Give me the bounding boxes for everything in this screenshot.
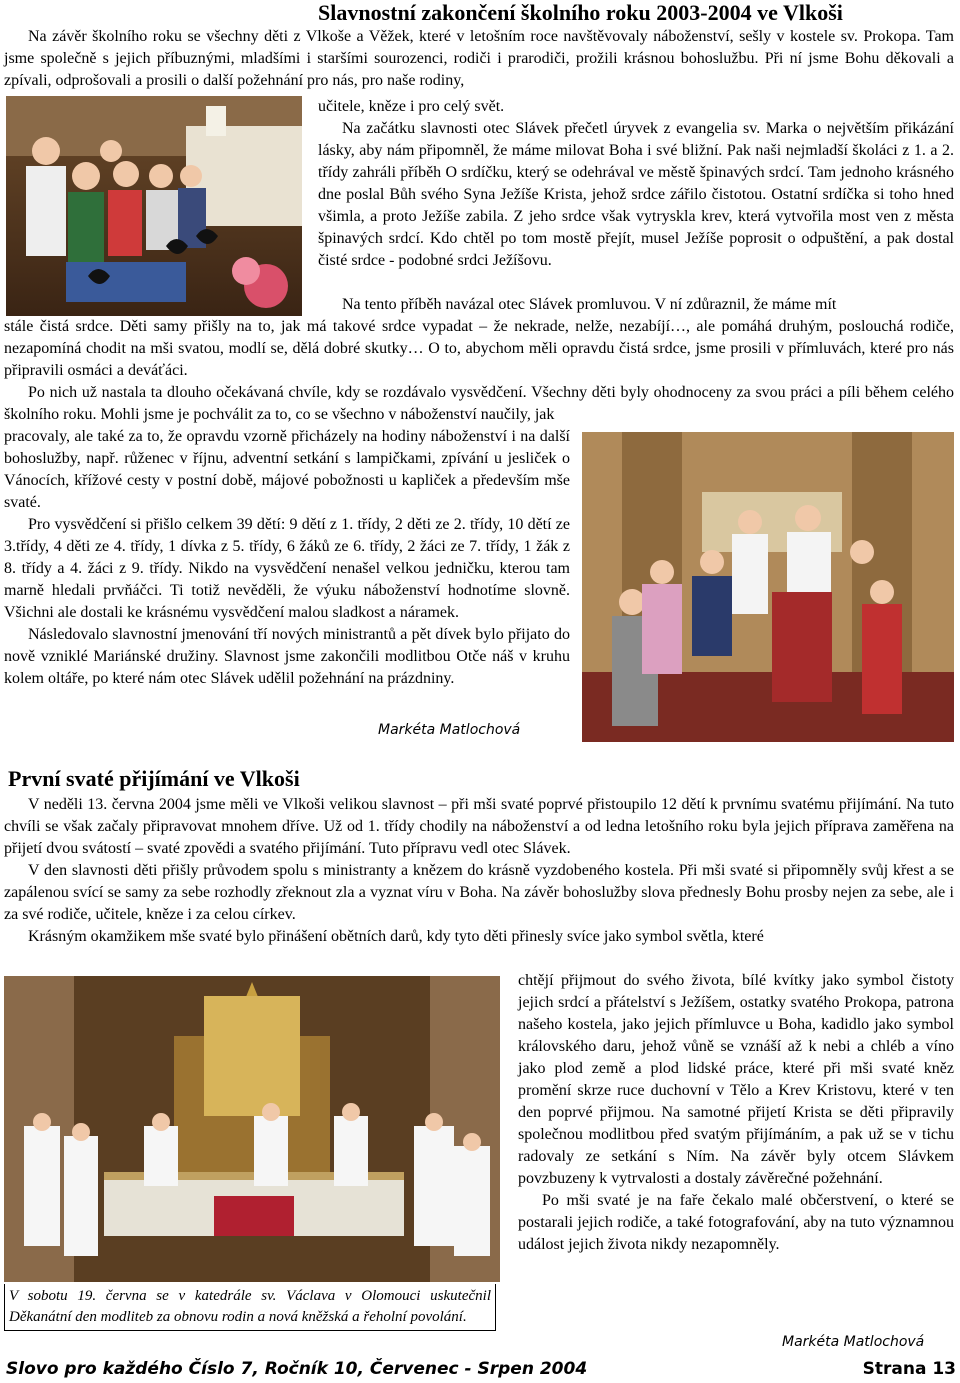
article2-body-right: [518, 970, 954, 1256]
photo-caption: V sobotu 19. června se v katedrále sv. Václava v Olomouci uskutečnil Děkanátní den modliteb za obnovu rodin a nová kněžská a řeholní povolání.: [4, 1284, 496, 1331]
article1-intro-text: Na závěr školního roku se všechny děti z Vlkoše a Věžek, které v letošním roce navštěvovaly náboženství, sešly v kostele sv. Prokopa. Tam jsme společně s jejich příbuznými, mladšími i staršími sourozenci, rodiči i prarodiči, prožili krásnou bohoslužbu. Při ní jsme Bohu děkovali a zpívali, odprošovali a prosili o další požehnání pro nás, pro naše rodiny,: [4, 28, 954, 89]
article1-p2-text: Na začátku slavnosti otec Slávek přečetl úryvek z evangelia sv. Marka o největším přikázání lásky, aby nám připomněl, že máme milovat Boha i své bližní. Pak naši nejmladší školáci z 1. a 2. třídy zahráli příběh O srdíčku, který se odehrával ve městě špinavých srdcí. Tam jednoho krásného dne poslal Bůh svého Syna Ježíše Krista, jehož srdce zářilo čistotou. Ostatní srdíčka si toho hned všimla, a proto Ježíše zabila. Z jeho srdce však vytryskla krev, která vytvořila most ven z města špinavých srdcí. Kdo chtěl po tom mostě přejít, musel Ježíše poprosit o odpuštění, a pak dostal čisté srdce - podobné srdci Ježíšovu.: [318, 120, 954, 269]
article1-author: Markéta Matlochová: [378, 722, 521, 738]
article1-p3: [4, 294, 954, 426]
article1-p3-start: Na tento příběh navázal otec Slávek promluvou. V ní zdůraznil, že máme mít: [342, 296, 837, 313]
article1-title: Slavnostní zakončení školního roku 2003-2004 ve Vlkoši: [318, 0, 843, 25]
page-footer: [6, 1358, 956, 1380]
article1-p4: [4, 426, 570, 690]
article1-p4-rest: pracovaly, ale také za to, že opravdu vzorně přicházely na hodiny náboženství i na další bohoslužby, např. růženec v říjnu, adventní setkání s lampičkami, zpívání u jesliček o Vánocích, křížové cesty v postní době, májové pobožnosti u kapliček a především mše svaté.: [4, 428, 570, 511]
photo-children-sitting: [6, 96, 302, 316]
article1-intro-end: učitele, kněze i pro celý svět.: [318, 98, 505, 115]
article2-p3-full: Krásným okamžikem mše svaté bylo přinášení obětních darů, kdy tyto děti přinesly svíce jako symbol světla, které: [28, 928, 764, 945]
article2-p2: V den slavnosti děti přišly průvodem spolu s ministranty a knězem do krásně vyzdobeného kostela. Při mši svaté si připomněly svůj křest a se zapálenou svící se samy za sebe rozhodly zřeknout zla a vyznat víru v Boha. Na závěr bohoslužby slova přednesly Bohu prosby nejen za sebe, ale i za své rodiče, učitele, kněze i za celou církev.: [4, 862, 954, 923]
photo-cathedral-altar: [4, 976, 500, 1282]
photo-cathedral-altar-image: [4, 976, 500, 1282]
article2-p3-rest: chtějí přijmout do svého života, bílé kvítky jako symbol čistoty jejich srdcí a přátelství s Ježíšem, ostatky svatého Prokopa, patrona našeho kostela, jako jejich přímluvce u Boha, kadidlo jako symbol královského daru, jehož vůně se vznáší až k nebi a chléb a víno jako plod země a plod lidské práce, které při mši svaté kněz promění skrze ruce duchovní v Tělo a Krev Kristovu, které v ten den poprvé přijmou. Na samotné přijetí Krista se děti připravily společnou modlitbou před svatým přijímáním, a pak už se v tichu radovaly ze setkání s Ním. Na závěr byly otcem Slávkem povzbuzeny k vytrvalosti a dostaly závěrečné požehnání.: [518, 972, 954, 1187]
article1-p6: Následovalo slavnostní jmenování tří nových ministrantů a pět dívek bylo přijato do nově vzniklé Mariánské družiny. Slavnost jsme zakončili modlitbou Otče náš v kruhu kolem oltáře, po které nám otec Slávek udělil požehnání na prázdniny.: [4, 626, 570, 687]
article1-p2: [318, 118, 954, 272]
article2-p4: Po mši svaté je na faře čekalo malé občerstvení, o které se postarali jejich rodiče, a také fotografování, aby na tuto významnou událost jejich života nikdy nezapomněly.: [518, 1192, 954, 1253]
photo-group-with-priest: [582, 432, 954, 742]
article1-p4-full: Po nich už nastala ta dlouho očekávaná chvíle, kdy se rozdávalo vysvědčení. Všechny děti byly ohodnoceny za svou práci a píli během celého školního roku. Mohli jsme je pochválit za to, co se všechno v náboženství naučily, jak: [4, 384, 954, 423]
article1-p5: Pro vysvědčení si přišlo celkem 39 dětí: 9 dětí z 1. třídy, 2 děti ze 2. třídy, 10 dětí ze 3.třídy, 4 děti ze 4. třídy, 1 dívka z 5. třídy, 6 žáků ze 6. třídy, 2 žáci ze 7. třídy, 1 žák z 8. třídy a 4. žáci z 9. třídy. Nikdo na vysvědčení nenašel velkou jedničku, kterou tam marně hledali prvňáčci. Ti totiž nevěděli, že výuku náboženství hodnotíme slovně. Všichni ale dostali ke krásnému vysvědčení malou sladkost a náramek.: [4, 516, 570, 621]
article1-intro: [4, 26, 954, 92]
article2-title: První svaté přijímání ve Vlkoši: [8, 766, 300, 791]
footer-page-number: Strana 13: [862, 1359, 956, 1379]
photo-group-with-priest-image: [582, 432, 954, 742]
article1-p3-rest: stále čistá srdce. Děti samy přišly na to, jak má takové srdce vypadat – že nekrade, nelže, nezabíjí…, ale pomáhá druhým, poslouchá rodiče, nezapomíná chodit na mši svatou, modlí se, dělá dobré skutky… O to, abychom měli opravdu čistá srdce, jsme prosili v přímluvách, které pro nás připravili osmáci a deváťáci.: [4, 318, 954, 379]
article2-p1: V neděli 13. června 2004 jsme měli ve Vlkoši velikou slavnost – při mši svaté poprvé přistoupilo 12 dětí k prvnímu svatému přijímání. Na tuto chvíli se však začaly připravovat mnohem dříve. Už od 1. třídy chodily na náboženství a od ledna letošního roku byla jejich příprava zaměřena na přijetí dvou svátostí – svaté zpovědi a svatého přijímání. Tuto přípravu vedl otec Slávek.: [4, 796, 954, 857]
photo-children-sitting-image: [6, 96, 302, 316]
article2-body-top: [4, 794, 954, 948]
article2-author: Markéta Matlochová: [782, 1334, 925, 1350]
footer-publication: Slovo pro každého Číslo 7, Ročník 10, Červenec - Srpen 2004: [6, 1359, 588, 1379]
